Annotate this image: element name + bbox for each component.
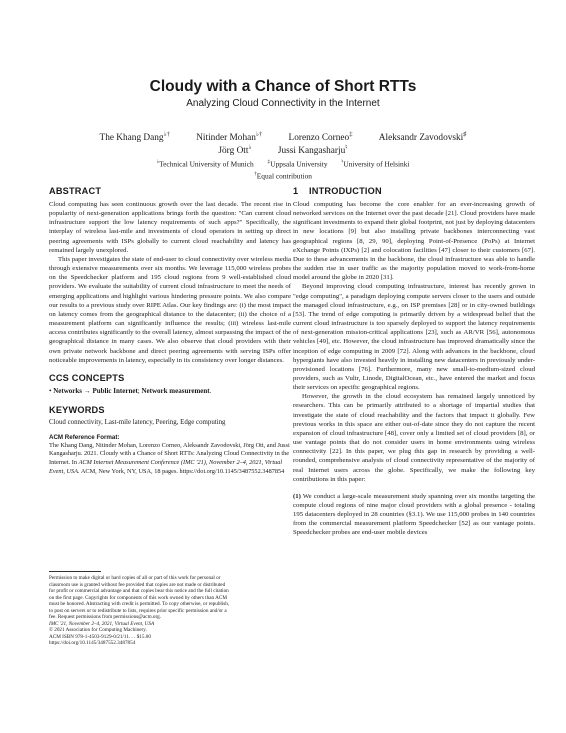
affiliation: ‡Uppsala University	[267, 159, 328, 169]
permission-notice: Permission to make digital or hard copies of all or part of this work for personal or classroom use is granted without fee provided that copies are not made or distributed for profit or commercial advantage and that copies bear this notice and the full citation on the first page. Copyrights for components of this work owned by others than ACM must be honored. Abstracting with credit is permitted. To copy otherwise, or republish, to post on servers or to redistribute to lists, requires prior specific permission and/or a fee. Request permissions from permissions@acm.org. IMC '21, November 2–4, 2021, Virtual Event, USA © 2021 Association for Computing Machinery. ACM ISBN 978-1-4503-9129-0/21/11. . . $15.00 https://doi.org/10.1145/3487552.3487854	[49, 575, 230, 647]
left-column	[49, 186, 291, 476]
acm-reference-heading: ACM Reference Format:	[49, 433, 120, 441]
right-column	[293, 186, 535, 538]
ccs-heading: CCS CONCEPTS	[49, 372, 125, 383]
affiliations	[0, 159, 566, 168]
author: Aleksandr Zavodovski♯	[378, 131, 467, 144]
contribution-item-1: (1) We conduct a large-scale measurement study spanning over six months targeting the compute cloud regions of nine major cloud providers with a global presence - totaling 195 datacenters deployed in 28 countries (§3.1). We use 115,000 probes in 140 countries from the commercial measurement platform Speedchecker [52] as our vantage points. Speedchecker probes are end-user mobile devices	[293, 492, 535, 537]
introduction-paragraph-2: Beyond improving cloud computing infrastructure, interest has recently grown in "edge computing", a paradigm deploying compute servers closer to the users and outside the managed cloud infrastructure, e.g., on ISP premises [28] or in city-owned buildings [53]. The trend of edge computing is primarily driven by a widespread belief that the current cloud infrastructure is too sparsely deployed to support the latency requirements of next-generation mission-critical applications [23], such as AR/VR [56], autonomous vehicles [49], etc. However, the cloud infrastructure has improved dramatically since the inception of edge computing in 2009 [72]. Along with advances in the backbone, cloud hypergiants have also invested heavily in installing new datacenters in previously under-provisioned locations [76]. Furthermore, many new small-to-medium-sized cloud providers, such as Vultr, Linode, DigitalOcean, etc., have entered the market and focus their services on specific geographical regions.	[293, 283, 535, 392]
footnote-rule	[49, 571, 101, 572]
abstract-paragraph-2: This paper investigates the state of end-user to cloud connectivity over wireless media through extensive measurements over six months. We leverage 115,000 wireless probes on the Speedchecker platform and 195 cloud regions from 9 well-established cloud providers. We evaluate the suitability of current cloud infrastructure to meet the needs of emerging applications and highlight various hindering pressure points. We also compare our results to a previous study over RIPE Atlas. Our key findings are: (i) the most impact on latency comes from the geographical distance to the datacenter; (ii) the choice of a measurement platform can significantly influence the results; (iii) wireless last-mile access contributes significantly to the overall latency, almost surpassing the impact of the geographical distance in many cases. We also observe that cloud providers with their own private network backbone and direct peering agreements with serving ISPs offer noticeable improvements in latency, especially in its consistency over longer distances.	[49, 255, 291, 364]
abstract-heading: ABSTRACT	[49, 186, 102, 196]
author: Jussi Kangasharju♮	[277, 144, 348, 157]
introduction-paragraph-3: However, the growth in the cloud ecosystem has remained largely unnoticed by researchers. This can be primarily attributed to a shortage of impartial studies that investigate the state of cloud reachability and the factors that impact it globally. Few previous works in this space are either out-of-date since they do not capture the recent expansion of cloud infrastructure [48], cover only a limited set of cloud providers [8], or use vantage points that do not consider users in home environments using wireless connectivity [22]. In this paper, we plug this gap in research by providing a well-rounded, comprehensive analysis of cloud connectivity representative of the majority of real Internet users across the globe. Specifically, we make the following key contributions in this paper:	[293, 393, 535, 483]
paper-title: Cloudy with a Chance of Short RTTs	[149, 78, 417, 95]
equal-contribution-note: †Equal contribution	[254, 171, 312, 181]
acm-reference-text: The Khang Dang, Nitinder Mohan, Lorenzo Corneo, Aleksandr Zavodovski, Jörg Ott, and Jussi Kangasharju. 2021. Cloudy with a Chance of Short RTTs: Analyzing Cloud Connectivity in the Internet. In ACM Internet Measurement Conference (IMC '21), November 2–4, 2021, Virtual Event, USA. ACM, New York, NY, USA, 18 pages. https://doi.org/10.1145/3487552.3487854	[49, 441, 290, 475]
paper-subtitle: Analyzing Cloud Connectivity in the Internet	[186, 98, 380, 109]
keywords-heading: KEYWORDS	[49, 404, 105, 415]
introduction-paragraph-1: Cloud computing has become the core enabler for an ever-increasing growth of networked services on the Internet over the past decade [21]. Cloud providers have made significant investments to expand their global footprint, not just by deploying datacenters in new locations [9] but also installing private backbones interconnecting vast geographical regions [8, 29, 90], deploying Point-of-Presence (PoPs) at Internet eXchange Points (IXPs) [2] and colocation facilities [47] closer to their customers [67]. Due to these advancements in the backbone, the cloud infrastructure was able to handle the sudden rise in user traffic as the majority population moved to work-from-home model around the globe in 2020 [31].	[293, 201, 535, 282]
author: Nitinder Mohan♭†	[196, 131, 263, 144]
author: Jörg Ott♭	[218, 144, 252, 157]
keywords-text: Cloud connectivity, Last-mile latency, Peering, Edge computing	[49, 418, 226, 426]
affiliation: ♭Technical University of Munich	[156, 159, 254, 169]
abstract-paragraph-1: Cloud computing has seen continuous growth over the last decade. The recent rise in popularity of next-generation applications brings forth the question: "Can current cloud infrastructure support the low latency requirements of such apps?" Specifically, the interplay of wireless last-mile and investments of cloud operators in setting up direct peering agreements with ISPs globally to current cloud reachability and latency has remained largely unexplored.	[49, 201, 291, 254]
ccs-concepts: • Networks → Public Internet; Network measurement.	[49, 386, 212, 395]
author-list-row-2	[0, 143, 566, 156]
introduction-heading: 1 INTRODUCTION	[293, 186, 382, 196]
affiliation: ♮University of Helsinki	[341, 159, 410, 169]
author: The Khang Dang♭†	[99, 131, 170, 144]
author: Lorenzo Corneo‡	[288, 131, 353, 144]
author-list-row-1	[0, 130, 566, 143]
